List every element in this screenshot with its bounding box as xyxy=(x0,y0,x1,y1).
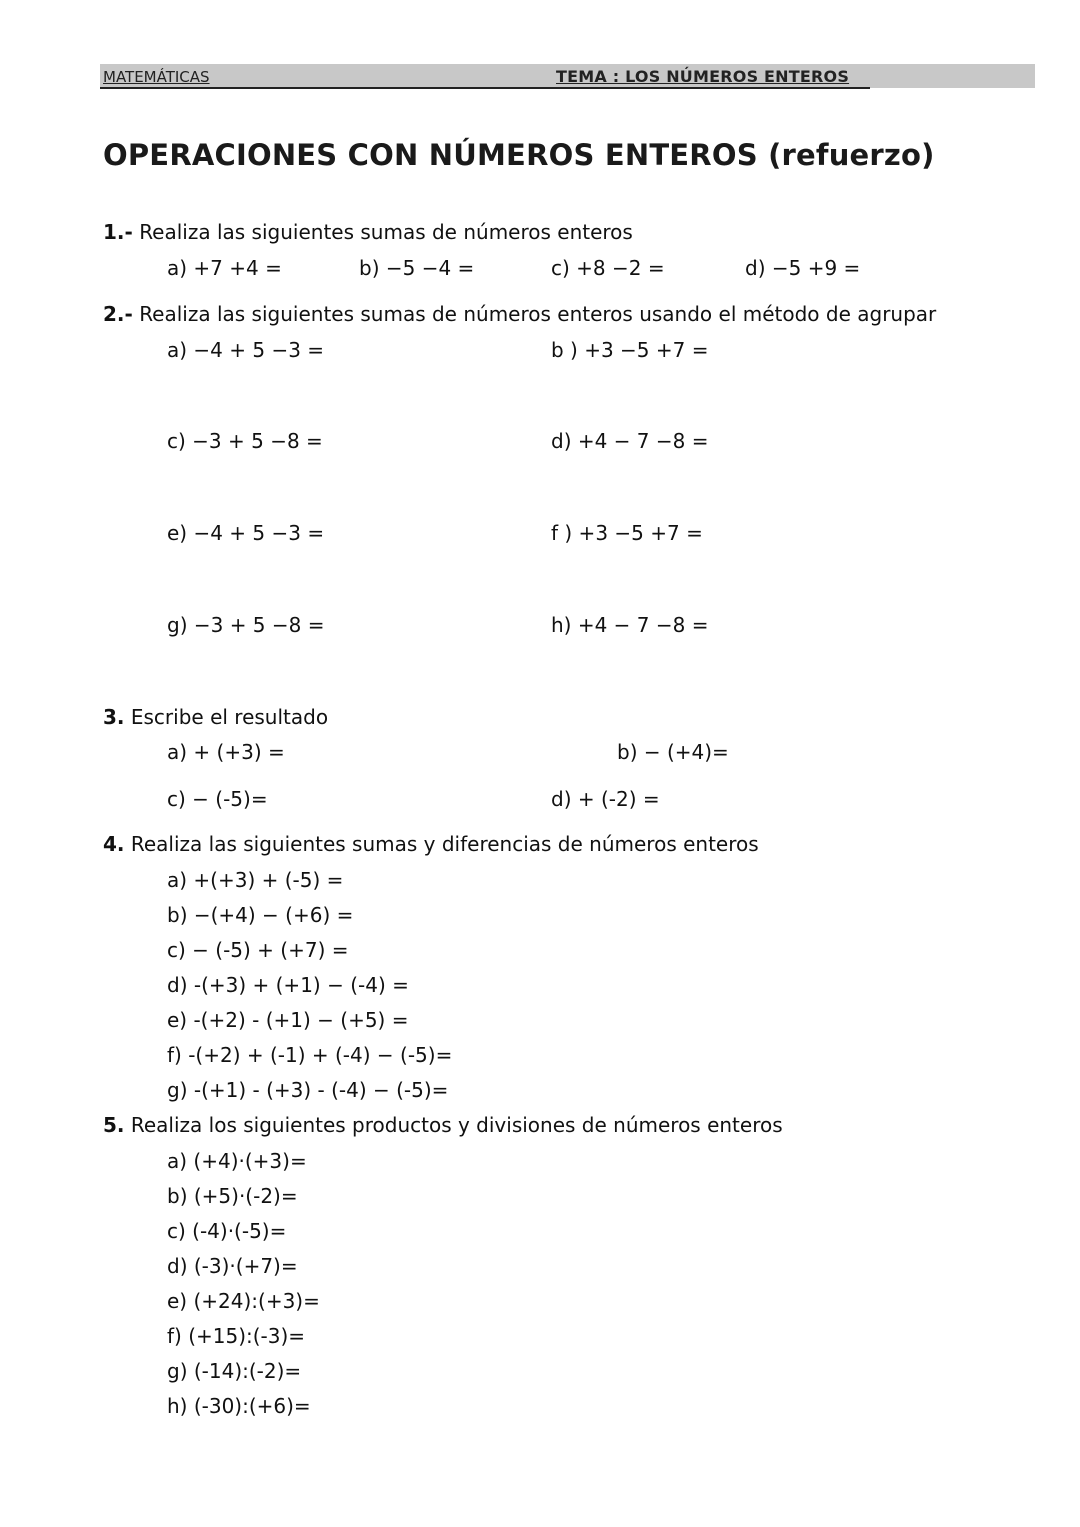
exercise-item: c) − (-5)= xyxy=(167,787,268,811)
header-divider xyxy=(100,87,870,89)
question-number: 2.- xyxy=(103,302,133,326)
exercise-item: a) (+4)·(+3)= xyxy=(167,1149,307,1173)
question-number: 3. xyxy=(103,705,125,729)
exercise-item: c) +8 −2 = xyxy=(551,256,665,280)
exercise-item: g) −3 + 5 −8 = xyxy=(167,613,325,637)
question-4-heading xyxy=(103,832,759,856)
exercise-item: d) +4 − 7 −8 = xyxy=(551,429,709,453)
exercise-item: c) −3 + 5 −8 = xyxy=(167,429,323,453)
exercise-item: a) + (+3) = xyxy=(167,740,285,764)
exercise-item: b) (+5)·(-2)= xyxy=(167,1184,298,1208)
exercise-item: c) − (-5) + (+7) = xyxy=(167,938,349,962)
exercise-item: e) -(+2) - (+1) − (+5) = xyxy=(167,1008,409,1032)
question-5-heading xyxy=(103,1113,783,1137)
exercise-item: f ) +3 −5 +7 = xyxy=(551,521,703,545)
question-text: Realiza las siguientes sumas de números enteros usando el método de agrupar xyxy=(139,302,937,326)
question-text: Escribe el resultado xyxy=(130,705,329,729)
exercise-item: e) −4 + 5 −3 = xyxy=(167,521,325,545)
exercise-item: a) +7 +4 = xyxy=(167,256,282,280)
question-text: Realiza las siguientes sumas y diferencias de números enteros xyxy=(130,832,759,856)
exercise-item: a) −4 + 5 −3 = xyxy=(167,338,325,362)
question-1-heading xyxy=(103,220,633,244)
question-number: 1.- xyxy=(103,220,133,244)
exercise-item: b) −5 −4 = xyxy=(359,256,475,280)
exercise-item: f) -(+2) + (-1) + (-4) − (-5)= xyxy=(167,1043,453,1067)
exercise-item: b ) +3 −5 +7 = xyxy=(551,338,709,362)
exercise-item: f) (+15):(-3)= xyxy=(167,1324,306,1348)
header-topic: TEMA : LOS NÚMEROS ENTEROS xyxy=(556,67,850,86)
question-text: Realiza las siguientes sumas de números enteros xyxy=(139,220,633,244)
page-title: OPERACIONES CON NÚMEROS ENTEROS (refuerzo) xyxy=(103,138,935,172)
header-subject: MATEMÁTICAS xyxy=(103,68,210,86)
question-2-heading xyxy=(103,302,936,326)
exercise-item: b) − (+4)= xyxy=(617,740,729,764)
exercise-item: d) + (-2) = xyxy=(551,787,660,811)
exercise-item: c) (-4)·(-5)= xyxy=(167,1219,287,1243)
question-text: Realiza los siguientes productos y divisiones de números enteros xyxy=(130,1113,783,1137)
exercise-item: d) -(+3) + (+1) − (-4) = xyxy=(167,973,409,997)
question-number: 5. xyxy=(103,1113,125,1137)
question-3-heading xyxy=(103,705,328,729)
exercise-item: g) -(+1) - (+3) - (-4) − (-5)= xyxy=(167,1078,449,1102)
exercise-item: d) −5 +9 = xyxy=(745,256,861,280)
exercise-item: b) −(+4) − (+6) = xyxy=(167,903,354,927)
exercise-item: a) +(+3) + (-5) = xyxy=(167,868,344,892)
exercise-item: h) (-30):(+6)= xyxy=(167,1394,311,1418)
exercise-item: h) +4 − 7 −8 = xyxy=(551,613,709,637)
question-number: 4. xyxy=(103,832,125,856)
exercise-item: d) (-3)·(+7)= xyxy=(167,1254,298,1278)
exercise-item: e) (+24):(+3)= xyxy=(167,1289,320,1313)
exercise-item: g) (-14):(-2)= xyxy=(167,1359,302,1383)
